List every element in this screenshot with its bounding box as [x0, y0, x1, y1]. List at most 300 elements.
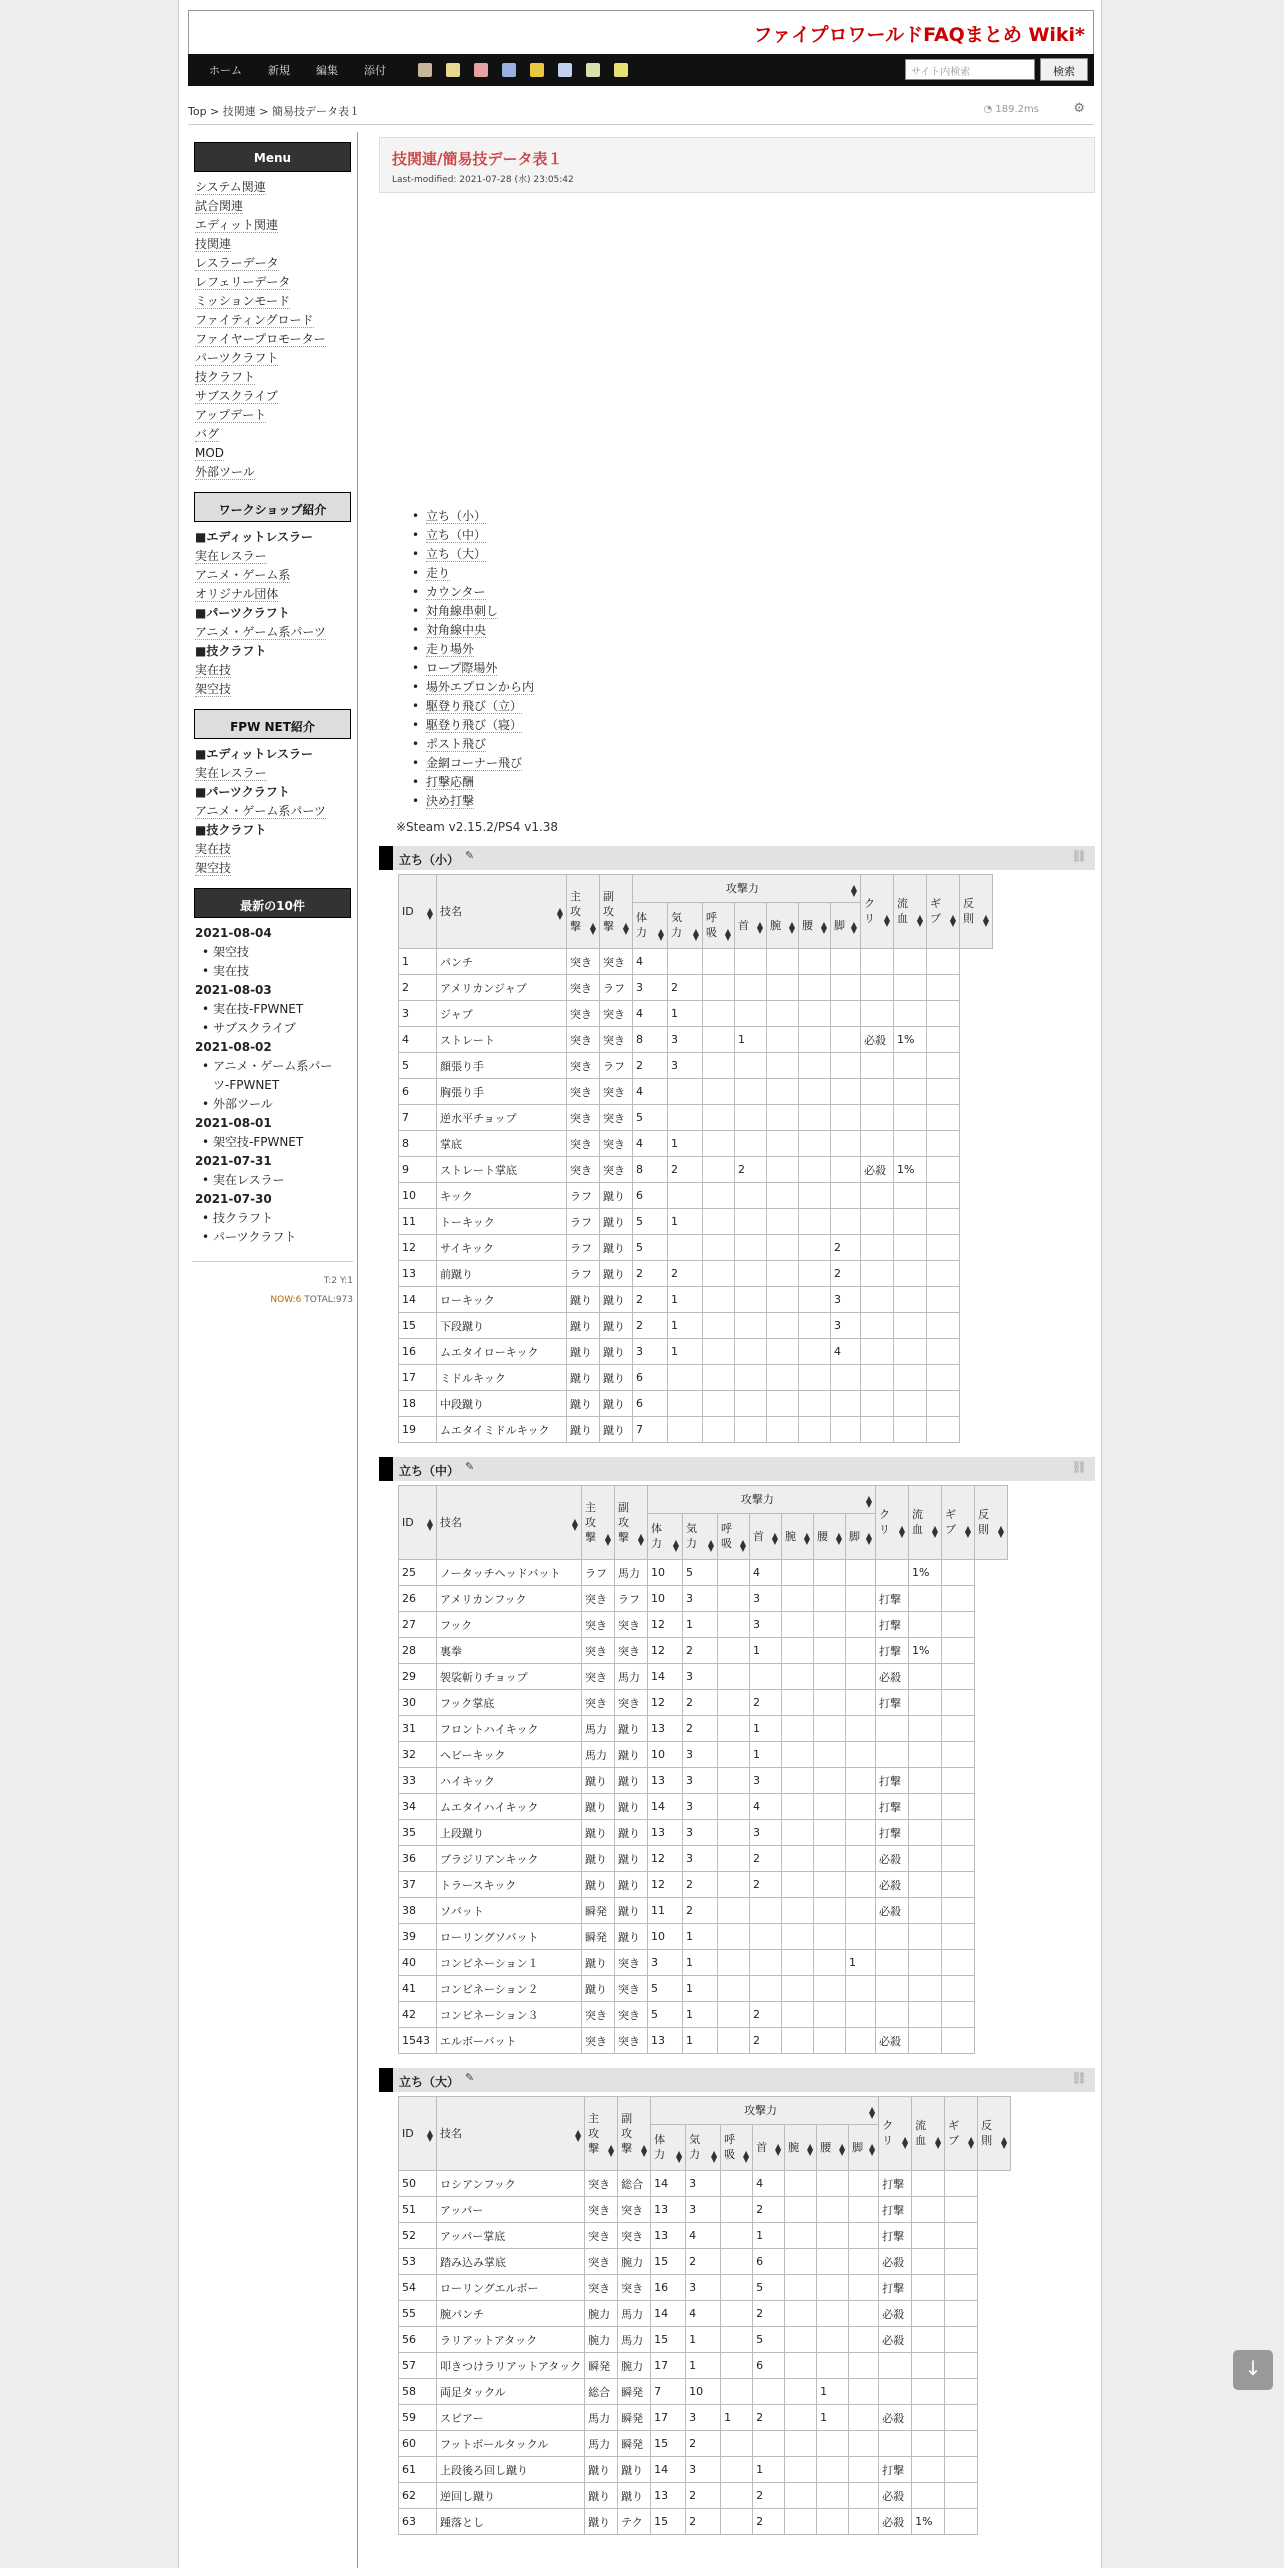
col-attack-4[interactable]	[767, 903, 799, 949]
sidebar-link[interactable]	[195, 216, 357, 235]
col-attack-0-label: 体 力	[636, 911, 647, 939]
sort-icon: ▲ ▼	[803, 1530, 810, 1546]
cell: 2	[753, 2197, 785, 2223]
table-row	[399, 2249, 1011, 2275]
cell	[750, 1664, 782, 1690]
col-attack-3[interactable]	[753, 2125, 785, 2171]
sidebar-link[interactable]	[195, 623, 357, 642]
sidebar-link[interactable]	[195, 566, 357, 585]
cell	[703, 1079, 735, 1105]
tool-icon-8[interactable]	[614, 63, 628, 77]
recent-item[interactable]	[213, 1171, 357, 1190]
sidebar-link[interactable]	[195, 273, 357, 292]
tool-icon-2[interactable]	[446, 63, 460, 77]
col-attack-5[interactable]	[814, 1514, 846, 1560]
col-main[interactable]	[585, 2097, 618, 2171]
cell: 6	[633, 1365, 668, 1391]
cell	[721, 2275, 753, 2301]
cell: 11	[648, 1898, 683, 1924]
tool-icon-7[interactable]	[586, 63, 600, 77]
cell: フロントハイキック	[437, 1716, 582, 1742]
recent-item[interactable]	[213, 1133, 357, 1152]
col-attack-6[interactable]	[849, 2125, 879, 2171]
sidebar-link[interactable]	[195, 680, 357, 699]
col-id[interactable]	[399, 2097, 437, 2171]
sidebar-link[interactable]	[195, 463, 357, 482]
col-attack-0[interactable]	[651, 2125, 686, 2171]
col-bleed[interactable]	[909, 1486, 942, 1560]
cell: 突き	[582, 1664, 615, 1690]
toc-item[interactable]	[426, 602, 534, 621]
table-row	[399, 1638, 1008, 1664]
sidebar-section-heading: ワークショップ紹介	[194, 492, 351, 522]
sidebar-link[interactable]	[195, 425, 357, 444]
cell	[799, 1417, 831, 1443]
col-sub[interactable]	[618, 2097, 651, 2171]
recent-date: 2021-08-04	[195, 926, 272, 940]
toc-link: 打撃応酬	[426, 775, 475, 789]
sidebar-link[interactable]	[195, 292, 357, 311]
cell: 蹴り	[600, 1261, 633, 1287]
cell: 蹴り	[600, 1417, 633, 1443]
cell	[782, 1820, 814, 1846]
sidebar-link[interactable]	[195, 368, 357, 387]
col-attack-4[interactable]	[785, 2125, 817, 2171]
cell: 蹴り	[567, 1365, 600, 1391]
nav-attach[interactable]: 添付	[364, 64, 386, 77]
table-row	[399, 1105, 993, 1131]
page-title[interactable]: 技関連/簡易技データ表１	[392, 150, 563, 168]
cell: ロシアンフック	[437, 2171, 585, 2197]
sidebar-link[interactable]	[195, 349, 357, 368]
cell	[894, 1365, 927, 1391]
sidebar-link[interactable]	[195, 764, 357, 783]
cell: 7	[399, 1105, 437, 1131]
cell: 54	[399, 2275, 437, 2301]
cell	[767, 1235, 799, 1261]
cell	[799, 1261, 831, 1287]
cell	[703, 1287, 735, 1313]
sidebar-link-label: 実在技	[195, 842, 232, 856]
sidebar-link[interactable]	[195, 859, 357, 878]
permalink-icon[interactable]: ⛓	[1071, 1460, 1087, 1474]
cell	[831, 1157, 861, 1183]
sidebar	[188, 132, 358, 2568]
cell: 必殺	[879, 2405, 912, 2431]
toc-item[interactable]	[426, 773, 534, 792]
col-crit[interactable]	[876, 1486, 909, 1560]
section-title[interactable]: 立ち（大）	[399, 2075, 460, 2089]
cell	[785, 2405, 817, 2431]
gear-icon[interactable]: ⚙	[1073, 101, 1085, 116]
col-give[interactable]	[945, 2097, 978, 2171]
cell	[785, 2509, 817, 2535]
cell	[849, 2223, 879, 2249]
sort-icon: ▲ ▼	[901, 2135, 909, 2150]
cell	[799, 1027, 831, 1053]
cell: 4	[750, 1794, 782, 1820]
toc-item[interactable]	[426, 716, 534, 735]
nav-new[interactable]: 新規	[268, 64, 290, 77]
recent-item[interactable]	[213, 1000, 357, 1019]
edit-icon[interactable]: ✎	[465, 2071, 475, 2084]
cell	[668, 1365, 703, 1391]
toc-item[interactable]	[426, 507, 534, 526]
search-button[interactable]: 検索	[1040, 58, 1088, 81]
site-title[interactable]: ファイプロワールドFAQまとめ Wiki*	[753, 24, 1085, 46]
cell	[721, 2457, 753, 2483]
table-row	[399, 2509, 1011, 2535]
cell: 13	[399, 1261, 437, 1287]
toc-item[interactable]	[426, 640, 534, 659]
edit-icon[interactable]: ✎	[465, 1460, 475, 1473]
table-row	[399, 1339, 993, 1365]
toc-item[interactable]	[426, 754, 534, 773]
cell: 必殺	[861, 1157, 894, 1183]
cell	[849, 2327, 879, 2353]
permalink-icon[interactable]: ⛓	[1071, 849, 1087, 863]
col-name[interactable]	[437, 1486, 582, 1560]
toc-link: 決め打撃	[426, 794, 475, 808]
col-give[interactable]	[927, 875, 960, 949]
col-attack[interactable]	[633, 875, 861, 903]
cell	[927, 975, 960, 1001]
col-attack-1[interactable]	[668, 903, 703, 949]
sidebar-link[interactable]	[195, 330, 357, 349]
cell	[785, 2275, 817, 2301]
cell	[942, 2028, 975, 2054]
cell: 馬力	[618, 2327, 651, 2353]
recent-item[interactable]	[213, 943, 357, 962]
sort-icon: ▲ ▼	[934, 2135, 942, 2150]
cell	[831, 1027, 861, 1053]
tool-icon-1[interactable]	[418, 63, 432, 77]
cell: 1	[683, 1612, 718, 1638]
cell	[782, 1898, 814, 1924]
table-row	[399, 2197, 1011, 2223]
edit-icon[interactable]: ✎	[465, 849, 475, 862]
col-main[interactable]	[567, 875, 600, 949]
col-foul[interactable]	[960, 875, 993, 949]
cell: ローリングエルボー	[437, 2275, 585, 2301]
sort-icon: ▲ ▼	[774, 2141, 782, 2157]
table-row	[399, 975, 993, 1001]
nav-home[interactable]: ホーム	[209, 64, 242, 77]
cell	[945, 2405, 978, 2431]
table-row	[399, 1950, 1008, 1976]
col-foul[interactable]	[978, 2097, 1011, 2171]
sidebar-link[interactable]	[195, 197, 357, 216]
col-bleed[interactable]	[894, 875, 927, 949]
toc-item[interactable]	[426, 583, 534, 602]
toc-item[interactable]	[426, 526, 534, 545]
cell: 2	[753, 2405, 785, 2431]
col-attack[interactable]	[651, 2097, 879, 2125]
cell: 14	[651, 2301, 686, 2327]
sidebar-link[interactable]	[195, 311, 357, 330]
cell	[942, 1586, 975, 1612]
cell: 1	[683, 1976, 718, 2002]
sidebar-link[interactable]	[195, 585, 357, 604]
cell: 瞬発	[618, 2405, 651, 2431]
cell	[909, 2028, 942, 2054]
cell	[846, 1872, 876, 1898]
cell: コンビネーション３	[437, 2002, 582, 2028]
sidebar-link[interactable]	[195, 406, 357, 425]
cell: ローリングソバット	[437, 1924, 582, 1950]
cell: 3	[683, 1742, 718, 1768]
cell: テク	[618, 2509, 651, 2535]
cell	[909, 2002, 942, 2028]
sidebar-link[interactable]	[195, 444, 357, 463]
sort-icon: ▲ ▼	[865, 1530, 872, 1546]
tool-icon-5[interactable]	[530, 63, 544, 77]
sidebar-link[interactable]	[195, 178, 357, 197]
toc-item[interactable]	[426, 678, 534, 697]
col-attack-0[interactable]	[648, 1514, 683, 1560]
cell: 打撃	[876, 1690, 909, 1716]
cell: 蹴り	[582, 1872, 615, 1898]
cell	[912, 2483, 945, 2509]
recent-item[interactable]	[213, 1019, 357, 1038]
recent-item[interactable]	[213, 962, 357, 981]
col-name[interactable]	[437, 2097, 585, 2171]
col-attack-3[interactable]	[735, 903, 767, 949]
cell: 蹴り	[615, 1898, 648, 1924]
col-main[interactable]	[582, 1486, 615, 1560]
recent-heading: 最新の10件	[194, 888, 351, 918]
cell: 突き	[615, 1612, 648, 1638]
col-id[interactable]	[399, 875, 437, 949]
col-attack-1[interactable]	[683, 1514, 718, 1560]
toc-item[interactable]	[426, 735, 534, 754]
toc-item[interactable]	[426, 621, 534, 640]
cell: 前蹴り	[437, 1261, 567, 1287]
breadcrumb-parent[interactable]: 技関連	[222, 105, 256, 118]
sidebar-link[interactable]	[195, 235, 357, 254]
sort-icon: ▲ ▼	[607, 2142, 615, 2158]
cell: 1	[686, 2353, 721, 2379]
sidebar-link[interactable]	[195, 802, 357, 821]
col-bleed-label: 流 血	[912, 1508, 923, 1536]
col-attack-4[interactable]	[782, 1514, 814, 1560]
cell	[782, 1586, 814, 1612]
cell: 突き	[615, 1690, 648, 1716]
cell	[912, 2275, 945, 2301]
cell: コンビネーション１	[437, 1950, 582, 1976]
recent-item[interactable]	[213, 1209, 357, 1228]
table-row	[399, 2028, 1008, 2054]
sort-icon: ▲ ▼	[707, 1538, 714, 1553]
cell	[814, 1872, 846, 1898]
sidebar-link[interactable]	[195, 661, 357, 680]
cell	[846, 1586, 876, 1612]
col-crit[interactable]	[861, 875, 894, 949]
cell: 3	[831, 1313, 861, 1339]
cell: 蹴り	[600, 1183, 633, 1209]
cell: 13	[651, 2223, 686, 2249]
search-input[interactable]: サイト内検索	[905, 59, 1035, 80]
cell	[846, 1690, 876, 1716]
cell: 1	[399, 949, 437, 975]
recent-item[interactable]	[213, 1095, 357, 1114]
cell	[912, 2405, 945, 2431]
cell	[912, 2301, 945, 2327]
cell	[894, 1183, 927, 1209]
sort-icon: ▲ ▼	[675, 2149, 683, 2164]
col-id[interactable]	[399, 1486, 437, 1560]
recent-item[interactable]	[213, 1057, 357, 1095]
nav-edit[interactable]: 編集	[316, 64, 338, 77]
cell: 打撃	[879, 2457, 912, 2483]
cell: 7	[633, 1417, 668, 1443]
cell	[782, 1794, 814, 1820]
recent-item-label: 実在技-FPWNET	[213, 1002, 304, 1016]
cell	[782, 1768, 814, 1794]
cell	[909, 1794, 942, 1820]
cell	[846, 1846, 876, 1872]
toc-item[interactable]	[426, 564, 534, 583]
cell: ラフ	[600, 1053, 633, 1079]
col-attack-2[interactable]	[721, 2125, 753, 2171]
col-attack-5[interactable]	[817, 2125, 849, 2171]
cell: 14	[648, 1794, 683, 1820]
cell: 必殺	[879, 2301, 912, 2327]
col-attack-2[interactable]	[718, 1514, 750, 1560]
sidebar-link[interactable]	[195, 840, 357, 859]
cell: 3	[750, 1586, 782, 1612]
cell: 5	[753, 2275, 785, 2301]
col-attack-1[interactable]	[686, 2125, 721, 2171]
cell: 1%	[909, 1638, 942, 1664]
cell: 3	[750, 1612, 782, 1638]
cell	[849, 2275, 879, 2301]
cell	[846, 2028, 876, 2054]
col-attack-6[interactable]	[846, 1514, 876, 1560]
counter-row2	[188, 1291, 353, 1310]
cell	[767, 1313, 799, 1339]
cell	[721, 2509, 753, 2535]
recent-date: 2021-07-31	[195, 1154, 272, 1168]
cell	[814, 1820, 846, 1846]
cell	[735, 1391, 767, 1417]
cell: 3	[831, 1287, 861, 1313]
cell: ムエタイミドルキック	[437, 1417, 567, 1443]
cell: 3	[683, 1820, 718, 1846]
sidebar-link[interactable]	[195, 387, 357, 406]
toc-item[interactable]	[426, 659, 534, 678]
cell: 必殺	[876, 1664, 909, 1690]
col-give[interactable]	[942, 1486, 975, 1560]
sidebar-category: ■エディットレスラー	[195, 530, 314, 544]
cell	[909, 1612, 942, 1638]
cell: 28	[399, 1638, 437, 1664]
permalink-icon[interactable]: ⛓	[1071, 2071, 1087, 2085]
table-row	[399, 1001, 993, 1027]
cell: 13	[651, 2483, 686, 2509]
col-attack-2[interactable]	[703, 903, 735, 949]
recent-item[interactable]	[213, 1228, 357, 1247]
sort-icon: ▲ ▼	[672, 1538, 679, 1553]
cell	[718, 1638, 750, 1664]
toc-item[interactable]	[426, 545, 534, 564]
cell	[814, 1976, 846, 2002]
cell: 3	[668, 1027, 703, 1053]
cell	[894, 975, 927, 1001]
col-attack-5[interactable]	[799, 903, 831, 949]
col-crit[interactable]	[879, 2097, 912, 2171]
cell: ムエタイローキック	[437, 1339, 567, 1365]
cell: 突き	[585, 2275, 618, 2301]
breadcrumb-top[interactable]: Top	[188, 105, 207, 118]
toc-item[interactable]	[426, 792, 534, 811]
cell: 蹴り	[567, 1287, 600, 1313]
col-bleed[interactable]	[912, 2097, 945, 2171]
cell	[718, 1846, 750, 1872]
cell	[912, 2249, 945, 2275]
col-sub[interactable]	[600, 875, 633, 949]
col-attack[interactable]	[648, 1486, 876, 1514]
cell	[861, 1287, 894, 1313]
table-row	[399, 1235, 993, 1261]
sort-icon: ▲ ▼	[916, 913, 923, 928]
col-attack-6[interactable]	[831, 903, 861, 949]
cell: 5	[633, 1235, 668, 1261]
cell: 1%	[909, 1560, 942, 1586]
col-sub[interactable]	[615, 1486, 648, 1560]
tool-icon-4[interactable]	[502, 63, 516, 77]
cell	[942, 1768, 975, 1794]
cell	[909, 1664, 942, 1690]
col-foul[interactable]	[975, 1486, 1008, 1560]
cell: 26	[399, 1586, 437, 1612]
tool-icon-6[interactable]	[558, 63, 572, 77]
cell	[799, 1079, 831, 1105]
cell: 59	[399, 2405, 437, 2431]
cell	[735, 1001, 767, 1027]
col-name[interactable]	[437, 875, 567, 949]
sort-icon: ▲ ▼	[657, 927, 664, 942]
table-row	[399, 1664, 1008, 1690]
cell	[849, 2405, 879, 2431]
cell: ラフ	[567, 1183, 600, 1209]
cell	[945, 2197, 978, 2223]
scroll-down-button[interactable]: ↓	[1233, 2350, 1273, 2390]
section-header	[379, 1457, 1095, 1481]
cell: ラフ	[567, 1209, 600, 1235]
cell	[718, 1820, 750, 1846]
section-title[interactable]: 立ち（小）	[399, 853, 460, 867]
sort-icon: ▲ ▼	[574, 2127, 582, 2143]
sidebar-link-label: アップデート	[195, 408, 267, 422]
sidebar-link[interactable]	[195, 547, 357, 566]
cell: 13	[648, 1768, 683, 1794]
col-give-label: ギ ブ	[948, 2119, 960, 2147]
section-title[interactable]: 立ち（中）	[399, 1464, 460, 1478]
toc-link: 対角線中央	[426, 623, 487, 637]
col-attack-0[interactable]	[633, 903, 668, 949]
cell	[894, 1313, 927, 1339]
sidebar-link[interactable]	[195, 254, 357, 273]
cell: 4	[633, 1079, 668, 1105]
cell	[894, 1209, 927, 1235]
tool-icon-3[interactable]	[474, 63, 488, 77]
toc-item[interactable]	[426, 697, 534, 716]
cell: 突き	[600, 949, 633, 975]
col-attack-3[interactable]	[750, 1514, 782, 1560]
cell	[942, 1820, 975, 1846]
cell	[799, 1313, 831, 1339]
